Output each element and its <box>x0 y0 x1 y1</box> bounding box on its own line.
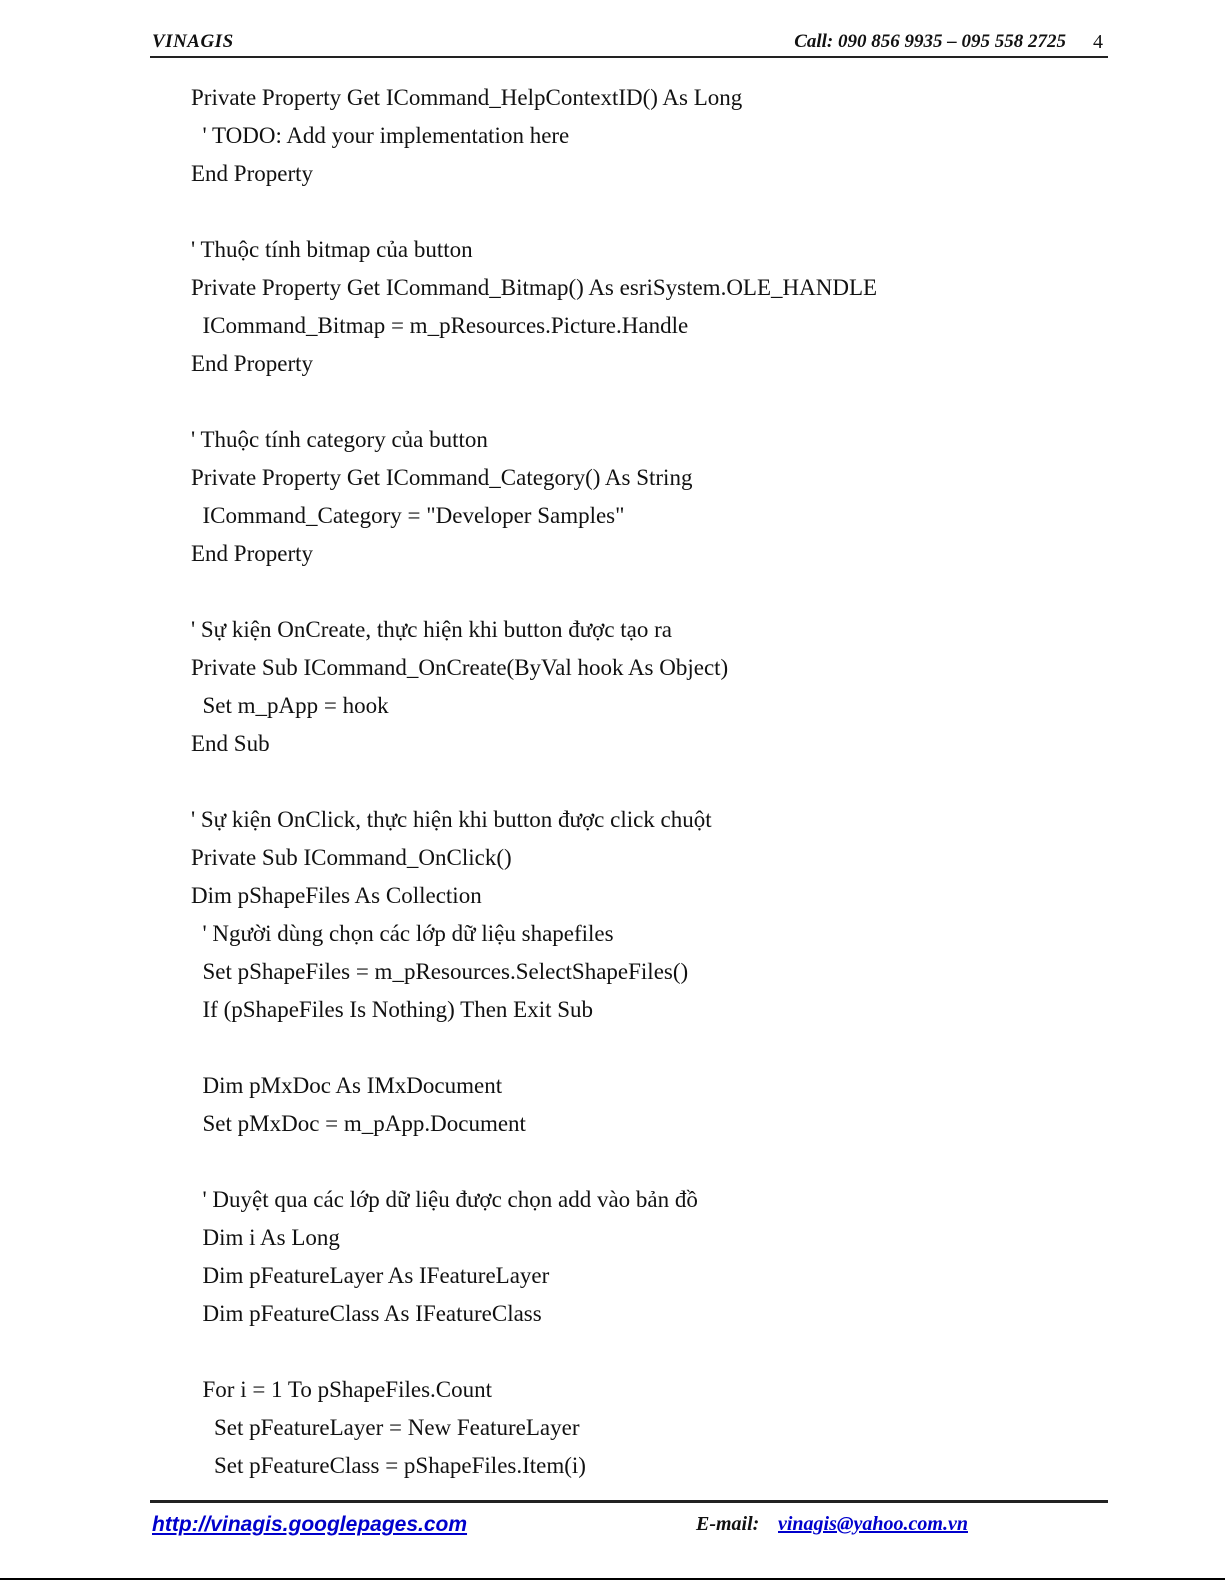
code-line: ' Duyệt qua các lớp dữ liệu được chọn add vào bản đồ <box>191 1187 698 1212</box>
code-line: Set m_pApp = hook <box>191 693 389 718</box>
code-line: Private Property Get ICommand_Category() As String <box>191 465 693 490</box>
blank-line <box>191 1143 1111 1181</box>
code-line: Dim pFeatureClass As IFeatureClass <box>191 1301 542 1326</box>
code-line: ICommand_Bitmap = m_pResources.Picture.Handle <box>191 313 689 338</box>
code-line: End Property <box>191 161 314 186</box>
code-line: If (pShapeFiles Is Nothing) Then Exit Sub <box>191 997 594 1022</box>
blank-line <box>191 1333 1111 1371</box>
code-line: Set pFeatureClass = pShapeFiles.Item(i) <box>191 1453 586 1478</box>
blank-line <box>191 193 1111 231</box>
website-link[interactable]: http://vinagis.googlepages.com <box>152 1513 468 1536</box>
code-line: ' Sự kiện OnClick, thực hiện khi button được click chuột <box>191 807 712 832</box>
header-brand: VINAGIS <box>152 31 234 52</box>
page-footer <box>150 1500 1108 1543</box>
code-line: For i = 1 To pShapeFiles.Count <box>191 1377 493 1402</box>
code-line: Private Sub ICommand_OnCreate(ByVal hook As Object) <box>191 655 729 680</box>
code-line: ' Thuộc tính bitmap của button <box>191 237 473 262</box>
email-link[interactable]: vinagis@yahoo.com.vn <box>778 1513 968 1535</box>
code-line: Private Sub ICommand_OnClick() <box>191 845 512 870</box>
code-line: Dim pShapeFiles As Collection <box>191 883 482 908</box>
code-line: Private Property Get ICommand_Bitmap() As esriSystem.OLE_HANDLE <box>191 275 878 300</box>
bottom-divider <box>0 1578 1225 1580</box>
code-line: ' Thuộc tính category của button <box>191 427 488 452</box>
code-listing <box>191 79 1111 1485</box>
blank-line <box>191 763 1111 801</box>
code-line: End Sub <box>191 731 270 756</box>
blank-line <box>191 1029 1111 1067</box>
code-line: End Property <box>191 541 314 566</box>
code-line: ' Sự kiện OnCreate, thực hiện khi button được tạo ra <box>191 617 673 642</box>
code-line: Set pFeatureLayer = New FeatureLayer <box>191 1415 580 1440</box>
code-line: Dim pMxDoc As IMxDocument <box>191 1073 503 1098</box>
blank-line <box>191 573 1111 611</box>
code-line: End Property <box>191 351 314 376</box>
code-line: ' TODO: Add your implementation here <box>191 123 570 148</box>
code-line: Dim pFeatureLayer As IFeatureLayer <box>191 1263 550 1288</box>
code-line: Set pShapeFiles = m_pResources.SelectShapeFiles() <box>191 959 689 984</box>
header-phone: Call: 090 856 9935 – 095 558 2725 <box>794 31 1066 52</box>
page-header <box>150 30 1108 58</box>
code-line: ICommand_Category = "Developer Samples" <box>191 503 625 528</box>
email-label: E-mail: <box>696 1513 760 1535</box>
code-line: Dim i As Long <box>191 1225 340 1250</box>
page-number: 4 <box>1093 31 1103 53</box>
blank-line <box>191 383 1111 421</box>
code-line: ' Người dùng chọn các lớp dữ liệu shapefiles <box>191 921 614 946</box>
code-line: Private Property Get ICommand_HelpContextID() As Long <box>191 85 743 110</box>
code-line: Set pMxDoc = m_pApp.Document <box>191 1111 526 1136</box>
